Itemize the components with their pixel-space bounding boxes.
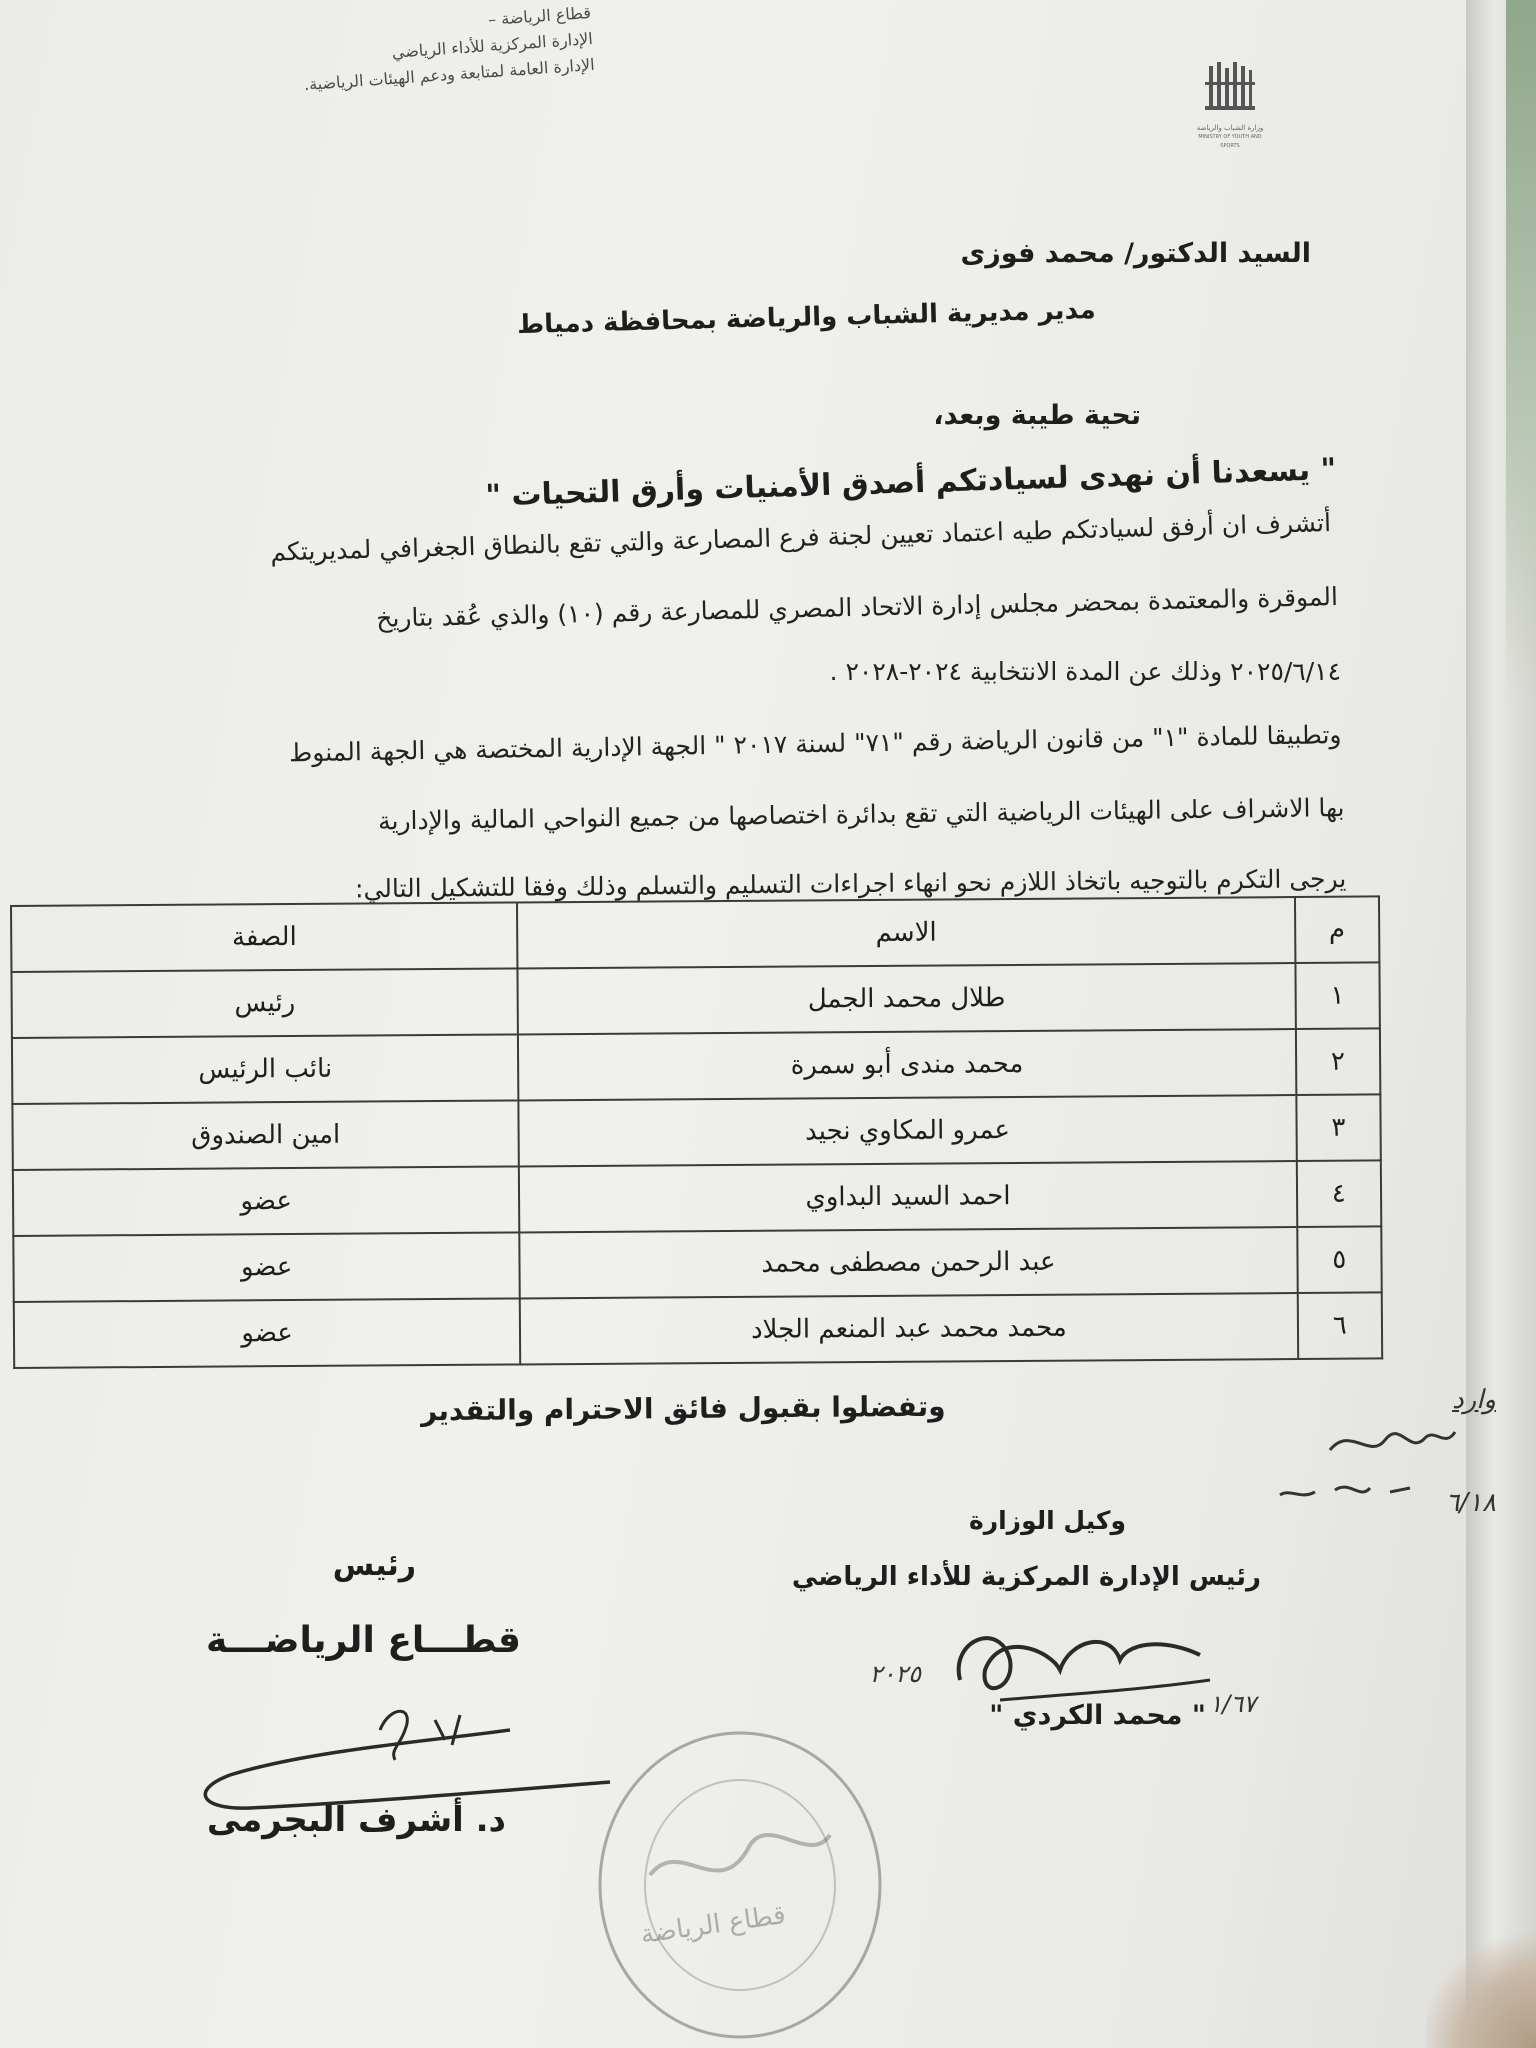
table-row — [13, 1226, 1381, 1302]
row-name: محمد مندى أبو سمرة — [518, 1029, 1296, 1100]
row-role: امين الصندوق — [12, 1100, 519, 1170]
header-number: م — [1295, 896, 1380, 963]
letterhead-text — [161, 0, 595, 108]
table-row — [12, 1094, 1380, 1170]
row-role: عضو — [13, 1232, 520, 1302]
addressee-title: مدير مديرية الشباب والرياضة بمحافظة دمياط — [517, 295, 1097, 341]
body-line-2: الموقرة والمعتمدة بمحضر مجلس إدارة الاتحاد المصري للمصارعة رقم (١٠) والذي عُقد بتاريخ — [376, 582, 1339, 633]
members-table — [10, 895, 1383, 1369]
table-row — [11, 962, 1379, 1038]
header-name: الاسم — [517, 897, 1295, 968]
signatory-left-title-1: رئيس — [332, 1548, 416, 1583]
letterhead-line-1: قطاع الرياضة – — [487, 2, 592, 30]
table-header-row — [11, 896, 1379, 972]
row-role: عضو — [13, 1166, 520, 1236]
row-number: ١ — [1295, 962, 1380, 1029]
row-name: عمرو المكاوي نجيد — [519, 1095, 1297, 1166]
body-line-6: يرجى التكرم بالتوجيه باتخاذ اللازم نحو انهاء اجراءات التسليم والتسلم وذلك وفقا للتشكيل التالي: — [354, 864, 1347, 904]
handwritten-number: ١/٦٧ — [1209, 1690, 1256, 1718]
row-number: ٤ — [1296, 1160, 1381, 1227]
row-name: عبد الرحمن مصطفى محمد — [520, 1227, 1298, 1298]
greeting: تحية طيبة وبعد، — [933, 400, 1141, 431]
row-role: نائب الرئيس — [12, 1034, 519, 1104]
ministry-logo-icon — [1195, 58, 1265, 120]
body-line-1: أتشرف ان أرفق لسيادتكم طيه اعتماد تعيين لجنة فرع المصارعة والتي تقع بالنطاق الجغرافي لمديريتكم — [270, 508, 1332, 567]
wishes-line: " يسعدنا أن نهدى لسيادتكم أصدق الأمنيات وأرق التحيات " — [484, 452, 1337, 514]
row-name: طلال محمد الجمل — [518, 963, 1296, 1034]
official-stamp — [590, 1725, 890, 2045]
ministry-logo — [1195, 58, 1265, 148]
signatory-right-title-1: وكيل الوزارة — [968, 1506, 1126, 1535]
row-number: ٥ — [1297, 1226, 1382, 1293]
signatory-right-name: " محمد الكردي " — [989, 1700, 1206, 1731]
logo-caption-en: MINISTRY OF YOUTH AND SPORTS — [1198, 134, 1262, 149]
handwritten-year: ٢٠٢٥ — [869, 1660, 921, 1688]
background-edge — [1506, 0, 1536, 700]
stamp-text: قطاع الرياضة — [638, 1899, 788, 1951]
row-number: ٢ — [1296, 1028, 1381, 1095]
members-table-wrapper — [10, 895, 1383, 1369]
table-row — [12, 1028, 1380, 1104]
row-role: عضو — [14, 1298, 521, 1368]
corner-shadow — [1426, 1928, 1536, 2048]
letterhead-line-2: الإدارة المركزية للأداء الرياضي — [391, 28, 594, 62]
signatory-left-name: د. أشرف البجرمى — [206, 1800, 506, 1840]
row-number: ٦ — [1297, 1292, 1382, 1359]
closing-line: وتفضلوا بقبول فائق الاحترام والتقدير — [421, 1389, 947, 1428]
row-name: احمد السيد البداوي — [519, 1161, 1297, 1232]
table-row — [14, 1292, 1382, 1368]
logo-caption-ar: وزارة الشباب والرياضة — [1196, 124, 1264, 132]
row-name: محمد محمد عبد المنعم الجلاد — [520, 1293, 1298, 1364]
row-role: رئيس — [11, 968, 518, 1038]
header-role: الصفة — [11, 902, 518, 972]
body-line-5: بها الاشراف على الهيئات الرياضية التي تقع بدائرة اختصاصها من جميع النواحي المالية والإدارية — [377, 793, 1345, 836]
signatory-right-title-2: رئيس الإدارة المركزية للأداء الرياضي — [791, 1562, 1261, 1592]
handwritten-received-note: وارد — [1452, 1385, 1496, 1415]
table-row — [13, 1160, 1381, 1236]
handwritten-date: ٦/١٨ — [1445, 1488, 1496, 1518]
body-line-3: ٢٠٢٥/٦/١٤ وذلك عن المدة الانتخابية ٢٠٢٤-٢٠٢٨ . — [829, 657, 1341, 686]
letterhead-line-3: الإدارة العامة لمتابعة ودعم الهيئات الرياضية. — [303, 54, 596, 95]
body-line-4: وتطبيقا للمادة "١" من قانون الرياضة رقم "٧١" لسنة ٢٠١٧ " الجهة الإدارية المختصة هي الجهة المنوط — [288, 720, 1342, 768]
signatory-left-title-2: قطـــاع الرياضـــة — [205, 1620, 521, 1661]
addressee-name: السيد الدكتور/ محمد فوزى — [960, 238, 1311, 269]
row-number: ٣ — [1296, 1094, 1381, 1161]
